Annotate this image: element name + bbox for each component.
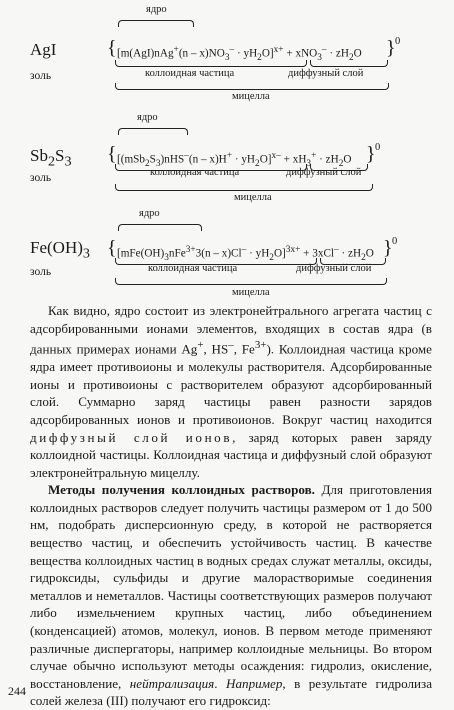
paragraph-micelle-structure: Как видно, ядро состоит из электронейтрального агрегата частиц с адсорбированными ионами элементов, входящих в состав ядра (в данных примерах ионами Ag+, HS–, $Fe^{3+}$). Коллоидная частица кроме ядра имеет противоионы и молекулы растворителя. Адсорбированные ионы и противоионы с растворителем образуют адсорбированный слой. Суммарно заряд частицы равен разности зарядов адсорбированных ионов и противоионов. Вокруг частиц находится диффузный слой ионов, заряд которых равен заряду коллоидной частицы. Коллоидная частица и диффузный слой образуют электронейтральную мицеллу. [30, 303, 432, 480]
micelle-label: мицелла [234, 192, 272, 203]
core-label: ядро [137, 112, 158, 123]
core-label: ядро [139, 208, 160, 219]
core-brace [118, 128, 188, 135]
micelle-label: мицелла [232, 287, 270, 298]
compound-name: AgI [30, 40, 57, 59]
close-brace: } [366, 143, 376, 165]
diffuse-label: диффузный слой [286, 167, 362, 178]
core-brace [118, 224, 202, 231]
diffuse-brace [310, 60, 388, 67]
open-brace: { [107, 237, 117, 259]
colloid-label: коллоидная частица [150, 167, 240, 178]
micelle-label: мицелла [232, 91, 270, 102]
diffuse-label: диффузный слой [288, 68, 364, 79]
open-brace: { [107, 37, 117, 59]
compound-name: $Fe(OH)_3$ [30, 238, 90, 262]
micelle-formula: $[mFe(OH)_3nFe^{3+}3(n - x)Cl^- \cdot yH_2O]^{3x+} + 3xCl^- \cdot zH_2O$ [117, 245, 374, 263]
charge-exponent: 0 [375, 142, 381, 153]
micelle-brace [115, 278, 387, 285]
page-number: 244 [8, 684, 26, 698]
micelle-brace [115, 83, 389, 90]
micelle-brace [115, 184, 373, 191]
colloid-brace [115, 60, 307, 67]
paragraph-preparation-methods: Методы получения коллоидных растворов. Для приготовления коллоидных растворов следует получить частицы размером от 1 до 500 нм, подобрать дисперсионную среду, в которой не растворяется вещество частиц, и обеспечить устойчивость частиц. В качестве вещества коллоидных частиц в водных средах служат металлы, оксиды, гидроксиды, сульфиды и другие малорастворимые соединения металлов и неметаллов. Частицы соответствующих размеров получают либо измельчением крупных частиц, либо объединением (конденсацией) атомов, молекул, ионов. В первом методе применяют различные диспергаторы, например коллоидные мельницы. Во втором случае обычно используют методы осаждения: гидролиз, окисление, восстановление, нейтрализация. Например, в результате гидролиза солей железа (III) получают его гидроксид: [30, 482, 433, 709]
sol-label: золь [30, 266, 52, 278]
colloid-label: коллоидная частица [145, 68, 235, 79]
close-brace: } [386, 37, 396, 59]
open-brace: { [107, 143, 117, 165]
charge-exponent: 0 [392, 236, 398, 247]
diffuse-label: диффузный слой [296, 263, 372, 274]
charge-exponent: 0 [395, 36, 401, 47]
close-brace: } [383, 237, 393, 259]
sol-label: золь [30, 172, 52, 184]
micelle-formula: $[(mSb_2S_3)nHS^-(n - x)H^+ \cdot yH_2O]^{x-} + xH_3^+ \cdot zH_2O$ [117, 151, 352, 169]
compound-name: $Sb_2S_3$ [30, 146, 72, 170]
core-brace [118, 20, 194, 27]
core-label: ядро [146, 4, 167, 15]
sol-label: золь [30, 70, 52, 82]
colloid-label: коллоидная частица [148, 263, 238, 274]
body-text [30, 302, 432, 710]
micelle-formula: $[m(AgI)nAg^+(n - x)NO_3^- \cdot yH_2O]^{x+} + xNO_3^- \cdot zH_2O$ [117, 45, 362, 63]
